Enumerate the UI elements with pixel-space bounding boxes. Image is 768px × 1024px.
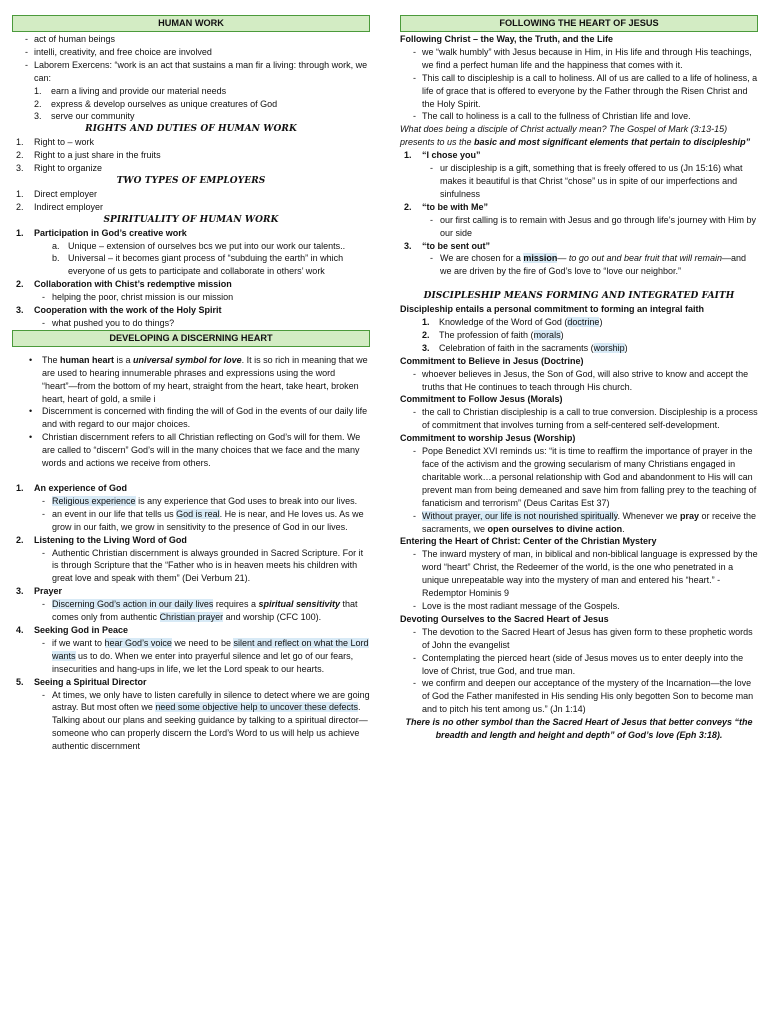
list-item: - if we want to hear God’s voice we need to be silent and reflect on what the Lord wants us to do. When we enter into prayerful silence and let go of our fears, insecurities and hang-ups in life, we let the Lord speak to our hearts. (12, 637, 370, 676)
section-subheading: Commitment to worship Jesus (Worship) (400, 433, 576, 444)
list-item: - Laborem Exercens: “work is an act that sustains a man fir a living: through work, we can: (12, 59, 370, 85)
list-item: 4. Seeking God in Peace (16, 624, 129, 635)
list-item: 2. Listening to the Living Word of God (16, 534, 187, 545)
list-item: 2. Indirect employer (16, 201, 104, 212)
section-header-human-work: HUMAN WORK (12, 15, 370, 32)
section-subtitle-integrated: DISCIPLESHIP MEANS FORMING AND INTEGRATED FAITH (423, 291, 735, 302)
list-item: - whoever believes in Jesus, the Son of God, will also strive to know and accept the truths that He continues to teach through His church. (400, 368, 758, 394)
section-subheading: Devoting Ourselves to the Sacred Heart of Jesus (400, 613, 609, 624)
list-item: - Without prayer, our life is not nourished spiritually. Whenever we pray or receive the sacraments, we open ourselves to divine action. (400, 510, 758, 536)
list-item: 3. “to be sent out” (404, 240, 490, 251)
list-item: - At times, we only have to listen carefully in silence to detect where we are going astray. But most often we need some objective help to uncover these defects. Talking about our plans and seeking guidance by talking to a spiritual director—someone who can properly discern the Lord’s Word to us will help us achieve authentic discernment (12, 689, 370, 754)
list-item: 2. The profession of faith (morals) (422, 329, 564, 340)
list-item: 1. “I chose you” (404, 150, 481, 161)
list-item: 2. express & develop ourselves as unique creatures of God (34, 98, 278, 109)
closing-quote: There is no other symbol than the Sacred Heart of Jesus that better conveys “the breadth and length and height and depth” of God’s love (Eph 3:18). (405, 717, 753, 741)
list-item: - we “walk humbly” with Jesus because in Him, in His life and through His teachings, we find a perfect human life and the happiness that comes with it. (400, 46, 758, 72)
list-item: - helping the poor, christ mission is our mission (12, 291, 370, 304)
list-item: 1. earn a living and provide our material needs (34, 85, 227, 96)
section-subheading: Entering the Heart of Christ: Center of the Christian Mystery (400, 536, 657, 547)
section-subheading: Commitment to Follow Jesus (Morals) (400, 394, 563, 405)
list-item: - intelli, creativity, and free choice are involved (12, 46, 370, 59)
list-item: - Love is the most radiant message of the Gospels. (400, 600, 758, 613)
list-item: - Pope Benedict XVI reminds us: “it is time to reaffirm the importance of prayer in the face of the activism and the growing secularism of many Christians engaged in charitable work…a personal relationship with God and abandonment to His will can prevent man from being demeaned and save him from falling prey to the teaching of fanaticism and terrorism” (Deus Caritas Est 37) (400, 445, 758, 510)
list-item: 5. Seeing a Spiritual Director (16, 676, 147, 687)
list-item: - The devotion to the Sacred Heart of Jesus has given form to these prophetic words of John the evangelist (400, 626, 758, 652)
section-header-discerning: DEVELOPING A DISCERNING HEART (12, 330, 370, 347)
list-item: - an event in our life that tells us God is real. He is near, and He loves us. As we grow in our faith, we grow in sensitivity to the presence of God in our lives. (12, 508, 370, 534)
right-column (400, 15, 758, 742)
list-item: - the call to Christian discipleship is a call to true conversion. Discipleship is a process of commitment that involves turning from a self-centered self-development. (400, 406, 758, 432)
section-subtitle-employers: TWO TYPES OF EMPLOYERS (116, 175, 266, 186)
section-intro: Discipleship entails a personal commitment to forming an integral faith (400, 304, 705, 315)
list-item: a. Unique – extension of ourselves bcs we put into our work our talents.. (52, 240, 346, 251)
list-item: - We are chosen for a mission— to go out and bear fruit that will remain—and we are driven by the fire of God’s love to “love our neighbor.” (400, 252, 758, 278)
section-header-following: FOLLOWING THE HEART OF JESUS (400, 15, 758, 32)
bullet-item: • Christian discernment refers to all Christian reflecting on God’s will for them. We are called to “discern” God’s will in the many choices that we face and the many words and actions we receive from others. (12, 431, 370, 470)
section-subheading: Commitment to Believe in Jesus (Doctrine) (400, 355, 584, 366)
list-item: - what pushed you to do things? (12, 317, 370, 330)
list-item: - act of human beings (12, 33, 370, 46)
section-subtitle-spirituality: SPIRITUALITY OF HUMAN WORK (103, 214, 279, 225)
list-item: 3. Cooperation with the work of the Holy Spirit (16, 305, 222, 316)
list-item: 1. Right to – work (16, 137, 95, 148)
list-item: - The inward mystery of man, in biblical and non-biblical language is expressed by the word “heart” Christ, the Redeemer of the world, is the one who penetrated in a unique unrepeatable way into the mystery of man and entered his “heart.” - Redemptor Hominis 9 (400, 548, 758, 600)
list-item: - The call to holiness is a call to the fullness of Christian life and love. (400, 110, 758, 123)
list-item: 2. “to be with Me” (404, 201, 488, 212)
list-item: - Discerning God’s action in our daily lives requires a spiritual sensitivity that comes only from authentic Christian prayer and worship (CFC 100). (12, 598, 370, 624)
list-item: 2. Collaboration with Chist’s redemptive mission (16, 279, 232, 290)
list-item: - Authentic Christian discernment is always grounded in Sacred Scripture. For it is through Scripture that the “Father who is in heaven meets his children with great love and speak with them” (Dei Verbum 21). (12, 547, 370, 586)
list-item: - our first calling is to remain with Jesus and go through life’s journey with Him by our side (400, 214, 758, 240)
list-item: b. Universal – it becomes giant process of “subduing the earth” in which everyone of us gets to participate and collaborate in others’ work (52, 253, 344, 277)
list-item: 3. serve our community (34, 111, 135, 122)
list-item: 3. Celebration of faith in the sacraments (worship) (422, 342, 628, 353)
bullet-item: • Discernment is concerned with finding the will of God in the events of our daily life and with regard to our major choices. (12, 405, 370, 431)
list-item: 1. Direct employer (16, 188, 98, 199)
list-item: - ur discipleship is a gift, something that is freely offered to us (Jn 15:16) what makes it beautiful is that Christ “chose” us in spite of our imperfections and sinfulness (400, 162, 758, 201)
bullet-item: • The human heart is a universal symbol for love. It is so rich in meaning that we are used to hearing innumerable phrases and expressions using the word “heart”—from the bottom of my heart, straight from the heart, take heart, broken heart, heart of gold, a smile i (12, 354, 370, 406)
list-item: 1. An experience of God (16, 483, 128, 493)
list-item: 1. Participation in God’s creative work (16, 227, 187, 238)
list-item: - Contemplating the pierced heart (side of Jesus moves us to enter deeply into the love of Christ, true God, and true man. (400, 652, 758, 678)
list-item: 1. Knowledge of the Word of God (doctrine) (422, 317, 603, 328)
section-subheading: Following Christ – the Way, the Truth, and the Life (400, 34, 614, 44)
list-item: 3. Prayer (16, 586, 63, 597)
question-paragraph: What does being a disciple of Christ actually mean? The Gospel of Mark (3:13-15) presents to us the basic and most significant elements that pertain to discipleship” (400, 124, 751, 148)
list-item: 2. Right to a just share in the fruits (16, 150, 161, 161)
list-item: 3. Right to organize (16, 163, 103, 174)
list-item: - we confirm and deepen our acceptance of the mystery of the Incarnation—the love of God the Father manifested in His sending His only begotten Son to become man and to pitch his tent among us.” (Jn 1:14) (400, 677, 758, 716)
section-subtitle-rights: RIGHTS AND DUTIES OF HUMAN WORK (85, 124, 297, 135)
list-item: - Religious experience is any experience that God uses to break into our lives. (12, 495, 370, 508)
left-column (12, 15, 370, 753)
list-item: - This call to discipleship is a call to holiness. All of us are called to a life of holiness, a life of grace that is offered to everyone by the Father through the Risen Christ and the Holy Spirit. (400, 72, 758, 111)
